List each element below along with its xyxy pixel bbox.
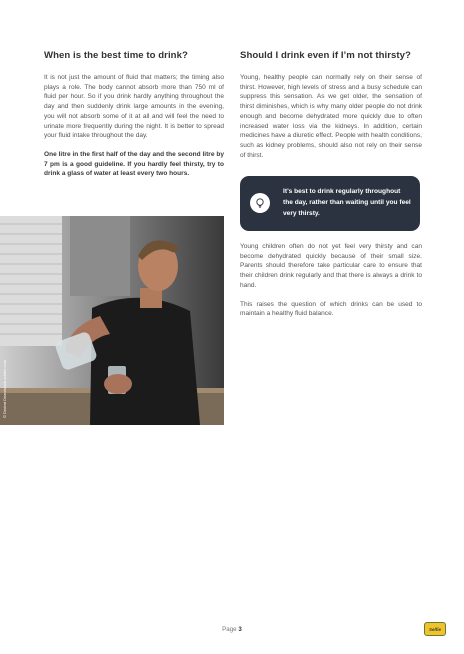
tip-callout-box [240, 176, 420, 231]
paragraph-drinks-question: This raises the question of which drinks can be used to maintain a healthy fluid balance. [240, 300, 422, 318]
left-column [44, 50, 224, 188]
logo-text: Selfie [428, 626, 441, 632]
paragraph-children: Young children often do not yet feel very thirsty and can become dehydrated quickly because of their small size. Parents should therefore take particular care to ensure that their children drink regularly and that there is always a drink to hand. [240, 243, 422, 289]
paragraph-timing: It is not just the amount of fluid that matters; the timing also plays a role. The body cannot absorb more than 750 ml of fluid per hour. So if you drink hardly anything throughout the day and then suddenly drink large amounts in the evening, you will not absorb some of it at all and will feel the need to urinate more frequently during the night. It is better to spread your fluid intake throughout the day. [44, 74, 224, 140]
page-number-value: 3 [238, 626, 242, 633]
man-pouring-water-photo [0, 216, 224, 425]
photo-credit: © Drobot Dean/stock.adobe.com [2, 359, 7, 418]
page-label: Page [222, 626, 237, 633]
brand-logo [424, 622, 446, 636]
tip-callout-text: It’s best to drink regularly throughout the day, rather than waiting until you feel very thirsty. [283, 188, 411, 217]
section-heading-not-thirsty: Should I drink even if I’m not thirsty? [240, 50, 411, 61]
lightbulb-icon [250, 193, 270, 213]
page-number [0, 626, 464, 633]
paragraph-thirst-sense: Young, healthy people can normally rely on their sense of thirst. However, high levels of stress and a busy schedule can suppress this sensation. As we get older, the sensation of thirst diminishes, which is why many older people do not drink enough and become dehydrated more quickly due to often increased water loss via the kidneys. In addition, certain medicines have a diuretic effect. People with health conditions, such as kidney problems, should also not rely on their sense of thirst. [240, 74, 422, 159]
right-column [240, 50, 422, 169]
right-column-lower [240, 242, 422, 328]
section-heading-best-time: When is the best time to drink? [44, 50, 188, 61]
paragraph-guideline: One litre in the first half of the day and the second litre by 7 pm is a good guideline. If you hardly feel thirsty, try to drink a glass of water at least every two hours. [44, 150, 224, 178]
